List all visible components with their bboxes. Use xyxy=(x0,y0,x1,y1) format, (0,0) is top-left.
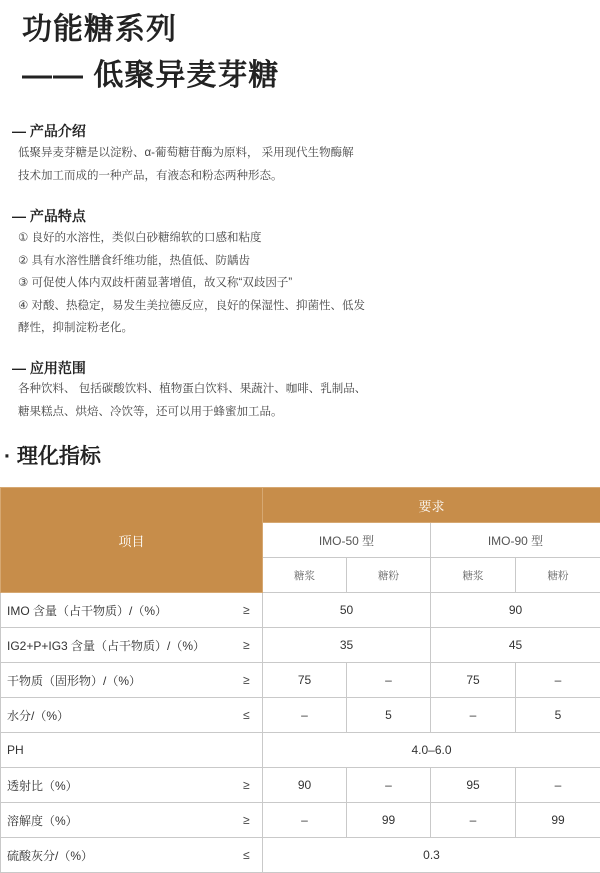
row-operator: ≥ xyxy=(231,768,263,803)
row-value: 90 xyxy=(263,768,347,803)
form-header: 糖浆 xyxy=(263,558,347,593)
row-operator: ≥ xyxy=(231,628,263,663)
row-item-label: 水分/（%） xyxy=(1,698,231,733)
table-row xyxy=(1,838,600,873)
row-value: 50 xyxy=(263,593,431,628)
feature-line: ④ 对酸、热稳定，易发生美拉德反应，良好的保湿性、抑菌性、低发 xyxy=(18,295,588,318)
table-row xyxy=(1,593,600,628)
row-item-label: PH xyxy=(1,733,231,768)
table-row xyxy=(1,733,600,768)
item-header: 项目 xyxy=(1,488,263,593)
feature-line: ② 具有水溶性膳食纤维功能，热值低、防龋齿 xyxy=(18,250,588,273)
requirement-header: 要求 xyxy=(263,488,600,523)
row-value: – xyxy=(516,663,600,698)
table-header-row xyxy=(1,488,600,523)
table-row xyxy=(1,663,600,698)
row-item-label: 干物质（固形物）/（%） xyxy=(1,663,231,698)
type-header-imo90: IMO-90 型 xyxy=(431,523,600,558)
row-value: 45 xyxy=(431,628,600,663)
table-row xyxy=(1,698,600,733)
row-value: 90 xyxy=(431,593,600,628)
spec-heading: · 理化指标 xyxy=(4,440,101,470)
row-value: – xyxy=(347,768,431,803)
row-value: 75 xyxy=(263,663,347,698)
row-operator xyxy=(231,733,263,768)
row-item-label: IMO 含量（占干物质）/（%） xyxy=(1,593,231,628)
row-value: 99 xyxy=(347,803,431,838)
form-header: 糖粉 xyxy=(347,558,431,593)
intro-line: 技术加工而成的一种产品，有液态和粉态两种形态。 xyxy=(18,165,588,188)
application-line: 糖果糕点、烘焙、冷饮等，还可以用于蜂蜜加工品。 xyxy=(18,401,588,424)
row-item-label: 硫酸灰分/（%） xyxy=(1,838,231,873)
row-operator: ≤ xyxy=(231,838,263,873)
intro-text xyxy=(18,142,588,187)
application-line: 各种饮料、 包括碳酸饮料、植物蛋白饮料、果蔬汁、咖啡、乳制品、 xyxy=(18,378,588,401)
row-operator: ≥ xyxy=(231,663,263,698)
row-value: 0.3 xyxy=(263,838,600,873)
row-value: 95 xyxy=(431,768,516,803)
row-value: 99 xyxy=(516,803,600,838)
row-value: – xyxy=(263,803,347,838)
features-heading: — 产品特点 xyxy=(12,206,86,226)
form-header: 糖浆 xyxy=(431,558,516,593)
table-row xyxy=(1,803,600,838)
spec-table xyxy=(0,487,600,873)
title-series: 功能糖系列 xyxy=(22,4,177,48)
row-value: 75 xyxy=(431,663,516,698)
intro-line: 低聚异麦芽糖是以淀粉、α-葡萄糖苷酶为原料， 采用现代生物酶解 xyxy=(18,142,588,165)
row-value: – xyxy=(431,803,516,838)
applications-heading: — 应用范围 xyxy=(12,358,86,378)
row-value: 5 xyxy=(347,698,431,733)
feature-line: ① 良好的水溶性，类似白砂糖绵软的口感和粘度 xyxy=(18,227,588,250)
feature-line: 酵性，抑制淀粉老化。 xyxy=(18,317,588,340)
form-header: 糖粉 xyxy=(516,558,600,593)
row-operator: ≥ xyxy=(231,593,263,628)
row-value: 35 xyxy=(263,628,431,663)
row-value: 5 xyxy=(516,698,600,733)
row-item-label: 透射比（%） xyxy=(1,768,231,803)
applications-text xyxy=(18,378,588,423)
row-value: – xyxy=(516,768,600,803)
row-value: – xyxy=(347,663,431,698)
row-item-label: 溶解度（%） xyxy=(1,803,231,838)
table-row xyxy=(1,768,600,803)
row-operator: ≥ xyxy=(231,803,263,838)
type-header-imo50: IMO-50 型 xyxy=(263,523,431,558)
row-value: – xyxy=(263,698,347,733)
row-value: – xyxy=(431,698,516,733)
title-product: —— 低聚异麦芽糖 xyxy=(22,50,279,94)
feature-line: ③ 可促使人体内双歧杆菌显著增值，故又称“双歧因子” xyxy=(18,272,588,295)
row-value: 4.0–6.0 xyxy=(263,733,600,768)
features-text xyxy=(18,227,588,340)
row-operator: ≤ xyxy=(231,698,263,733)
intro-heading: — 产品介绍 xyxy=(12,121,86,141)
row-item-label: IG2+P+IG3 含量（占干物质）/（%） xyxy=(1,628,231,663)
table-row xyxy=(1,628,600,663)
